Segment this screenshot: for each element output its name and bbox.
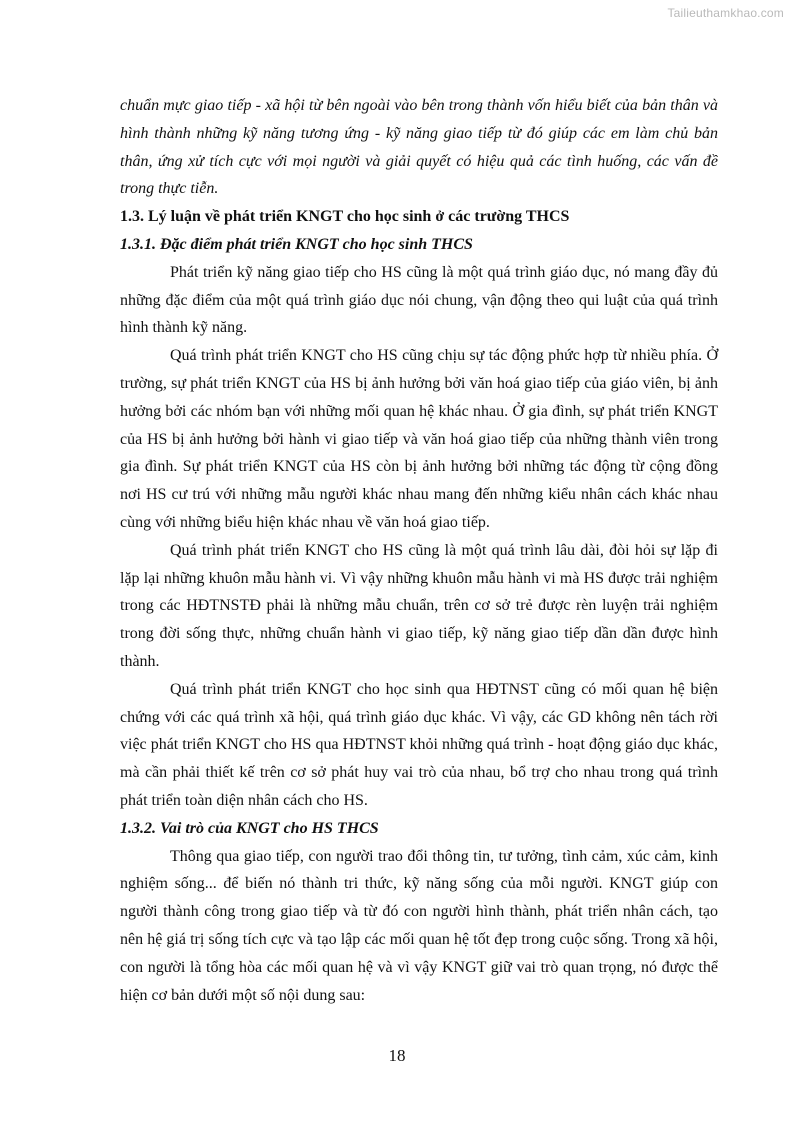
section-heading-1-3: 1.3. Lý luận về phát triển KNGT cho học sinh ở các trường THCS: [120, 208, 570, 226]
body-paragraph-3: Quá trình phát triển KNGT cho HS cũng là một quá trình lâu dài, đòi hỏi sự lặp đi lặp lại những khuôn mẫu hành vi. Vì vậy những khuôn mẫu hành vi mà HS được trải nghiệm trong các HĐTNSTĐ phải là những mẫu chuẩn, trên cơ sở trẻ được rèn luyện trải nghiệm trong đời sống thực, những chuẩn hành vi giao tiếp, kỹ năng giao tiếp dần dần được hình thành.: [120, 541, 718, 670]
body-paragraph-1: Phát triển kỹ năng giao tiếp cho HS cũng là một quá trình giáo dục, nó mang đầy đủ những đặc điểm của một quá trình giáo dục nói chung, vận động theo qui luật của quá trình hình thành kỹ năng.: [120, 263, 718, 337]
body-paragraph-2: Quá trình phát triển KNGT cho HS cũng chịu sự tác động phức hợp từ nhiều phía. Ở trường, sự phát triển KNGT của HS bị ảnh hưởng bởi văn hoá giao tiếp của giáo viên, bị ảnh hưởng bởi các nhóm bạn với những mối quan hệ khác nhau. Ở gia đình, sự phát triển KNGT của HS bị ảnh hưởng bởi hành vi giao tiếp và văn hoá giao tiếp của những thành viên trong gia đình. Sự phát triển KNGT của HS còn bị ảnh hưởng bởi những tác động từ cộng đồng nơi HS cư trú với những mẫu người khác nhau mang đến những kiểu nhân cách khác nhau cùng với những biểu hiện khác nhau về văn hoá giao tiếp.: [120, 347, 718, 531]
subsection-heading-1-3-1: 1.3.1. Đặc điểm phát triển KNGT cho học sinh THCS: [120, 235, 473, 253]
body-paragraph-4: Quá trình phát triển KNGT cho học sinh qua HĐTNST cũng có mối quan hệ biện chứng với các quá trình xã hội, quá trình giáo dục khác. Vì vậy, các GD không nên tách rời việc phát triển KNGT cho HS qua HĐTNST khỏi những quá trình - hoạt động giáo dục khác, mà cần phải thiết kế trên cơ sở phát huy vai trò của nhau, bổ trợ cho nhau trong quá trình phát triển toàn diện nhân cách cho HS.: [120, 680, 718, 809]
subsection-heading-1-3-2: 1.3.2. Vai trò của KNGT cho HS THCS: [120, 819, 379, 837]
intro-paragraph: chuẩn mực giao tiếp - xã hội từ bên ngoài vào bên trong thành vốn hiểu biết của bản thân và hình thành những kỹ năng tương ứng - kỹ năng giao tiếp từ đó giúp các em làm chủ bản thân, ứng xử tích cực với mọi người và giải quyết có hiệu quả các tình huống, các vấn đề trong thực tiễn.: [120, 97, 718, 198]
body-paragraph-5: Thông qua giao tiếp, con người trao đổi thông tin, tư tưởng, tình cảm, xúc cảm, kinh nghiệm sống... để biến nó thành tri thức, kỹ năng sống của mỗi người. KNGT giúp con người thành công trong giao tiếp và từ đó con người hình thành, phát triển nhân cách, tạo nên hệ giá trị sống tích cực và tạo lập các mối quan hệ tốt đẹp trong cuộc sống. Trong xã hội, con người là tổng hòa các mối quan hệ và vì vậy KNGT giữ vai trò quan trọng, nó được thể hiện cơ bản dưới một số nội dung sau:: [120, 847, 718, 1004]
page-body: [120, 92, 718, 1009]
page-number: 18: [388, 1046, 406, 1065]
watermark: Tailieuthamkhao.com: [667, 6, 784, 20]
